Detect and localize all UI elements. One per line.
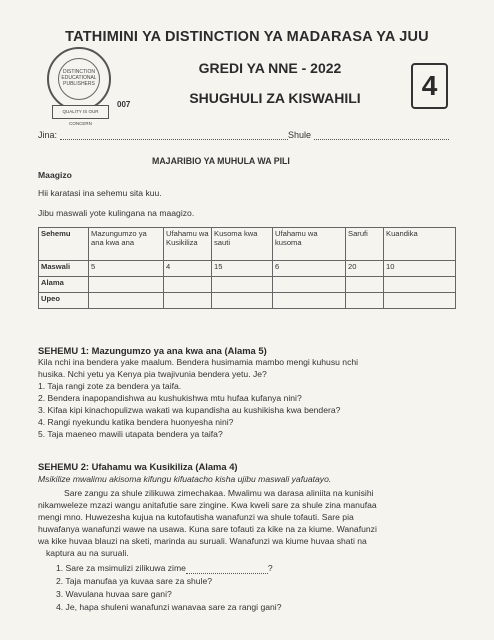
name-label: Jina: [38, 130, 58, 140]
table-header-cell: Sehemu [39, 228, 89, 261]
score-entry-cell[interactable] [384, 293, 456, 309]
score-entry-cell[interactable] [164, 277, 212, 293]
question-mark: ? [267, 563, 273, 573]
section1-intro-line: husika. Nchi yetu ya Kenya pia twajivunia bendera yetu. Je? [38, 369, 267, 379]
score-entry-cell[interactable] [212, 277, 273, 293]
table-header-cell: Mazungumzo ya ana kwa ana [89, 228, 164, 261]
table-header-cell: Ufahamu wa Kusikiliza [164, 228, 212, 261]
section2-instruction: Msikilize mwalimu akisoma kifungu kifuatacho kisha ujibu maswali yafuatayo. [38, 474, 332, 484]
instruction-line: Jibu maswali yote kulingana na maagizo. [38, 208, 195, 218]
section2-question: 3. Wavulana huvaa sare gani? [56, 589, 172, 599]
school-blank[interactable] [314, 131, 449, 140]
section1-question: 1. Taja rangi zote za bendera ya taifa. [38, 381, 182, 391]
table-header-cell: Ufahamu wa kusoma [273, 228, 346, 261]
passage-line: kaptura au na suruali. [46, 548, 129, 558]
table-header-cell: Sarufi [346, 228, 384, 261]
exam-title: MAJARIBIO YA MUHULA WA PILI [152, 156, 290, 166]
section2-question: 4. Je, hapa shuleni wanafunzi wanavaa sare za rangi gani? [56, 602, 282, 612]
score-entry-cell[interactable] [89, 277, 164, 293]
score-entry-cell[interactable] [273, 277, 346, 293]
score-entry-cell[interactable] [346, 277, 384, 293]
table-cell: 15 [212, 261, 273, 277]
section2-heading: SEHEMU 2: Ufahamu wa Kusikiliza (Alama 4) [38, 461, 238, 472]
table-header-cell: Kusoma kwa sauti [212, 228, 273, 261]
score-entry-cell[interactable] [164, 293, 212, 309]
school-field[interactable] [288, 130, 449, 140]
table-cell: 4 [164, 261, 212, 277]
section2-question: 2. Taja manufaa ya kuvaa sare za shule? [56, 576, 213, 586]
passage-line: wa kike huvaa blauzi na sketi, marinda au suruali. Wanafunzi wa kiume huvaa shati na [38, 536, 367, 546]
passage-line: Sare zangu za shule zilikuwa zimechakaa. Mwalimu wa darasa aliniita na kunisihi [64, 488, 374, 498]
grade-number-box: 4 [411, 63, 448, 109]
table-header-cell: Kuandika [384, 228, 456, 261]
table-cell: 20 [346, 261, 384, 277]
section2-question-text: 1. Sare za msimulizi zilikuwa zime [56, 563, 186, 573]
row-label: Maswali [39, 261, 89, 277]
row-label: Alama [39, 277, 89, 293]
score-entry-cell[interactable] [384, 277, 456, 293]
seal-ring-text: DISTINCTION EDUCATIONAL PUBLISHERS [61, 69, 97, 87]
name-blank[interactable] [60, 131, 288, 140]
score-entry-cell[interactable] [273, 293, 346, 309]
score-table-header-row [39, 228, 456, 261]
table-row-maswali [39, 261, 456, 277]
table-cell: 6 [273, 261, 346, 277]
passage-line: nikamweleze mzazi wangu anitafutie sare zingine. Kwa kweli sare za shule zina manufaa [38, 500, 377, 510]
score-entry-cell[interactable] [89, 293, 164, 309]
table-row-alama [39, 277, 456, 293]
section2-question [56, 563, 273, 574]
seal-code: 007 [117, 100, 131, 109]
school-label: Shule [288, 130, 312, 140]
name-field[interactable] [38, 130, 288, 140]
row-label: Upeo [39, 293, 89, 309]
score-entry-cell[interactable] [346, 293, 384, 309]
section1-heading: SEHEMU 1: Mazungumzo ya ana kwa ana (Alama 5) [38, 345, 267, 356]
section1-question: 3. Kifaa kipi kinachopulizwa wakati wa kupandisha au kushikisha kwa bendera? [38, 405, 341, 415]
section1-intro-line: Kila nchi ina bendera yake maalum. Bendera husimamia mambo mengi kuhusu nchi [38, 357, 359, 367]
instruction-line: Hii karatasi ina sehemu sita kuu. [38, 188, 162, 198]
section1-question: 4. Rangi nyekundu katika bendera huonyesha nini? [38, 417, 234, 427]
grade-title: GREDI YA NNE - 2022 [198, 60, 342, 76]
exam-series-title: TATHIMINI YA DISTINCTION YA MADARASA YA JUU [65, 29, 429, 45]
score-table [38, 227, 456, 309]
score-entry-cell[interactable] [212, 293, 273, 309]
instructions-heading: Maagizo [38, 170, 72, 180]
passage-line: huwafanya wanafunzi wawe na usawa. Kuna sare tofauti za kike na za kiume. Wanafunzi [38, 524, 377, 534]
publisher-seal [47, 47, 111, 111]
section1-question: 2. Bendera inapopandishwa au kushukishwa mtu hufaa kufanya nini? [38, 393, 302, 403]
seal-plate: QUALITY IS OUR CONCERN [52, 105, 109, 119]
subject-title: SHUGHULI ZA KISWAHILI [189, 90, 361, 106]
answer-blank[interactable] [186, 565, 268, 574]
section1-question: 5. Taja maeneo mawili utapata bendera ya taifa? [38, 429, 223, 439]
passage-line: mengi mno. Huwezesha kujua na kutofautisha wanafunzi wa shule tofauti. Sare pia [38, 512, 354, 522]
table-cell: 10 [384, 261, 456, 277]
table-cell: 5 [89, 261, 164, 277]
table-row-upeo [39, 293, 456, 309]
